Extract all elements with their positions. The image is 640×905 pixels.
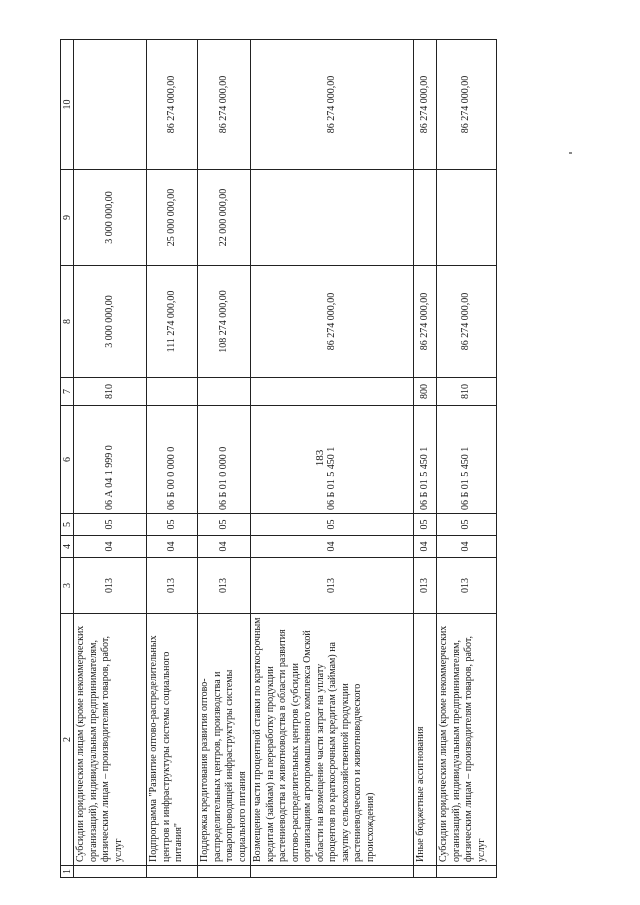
- cell-name: Возмещение части процентной ставки по краткосрочным кредитам (займам) на переработку продукции растениеводства и животноводства в области развития оптово-распределительных центров (субсидии организациям агропромышленного комплекса Омской области на возмещение части затрат на уплату процентов по краткосрочным кредитам (займам) на закупку сельскохозяйственной продукции растениеводческого и животноводческого происхождения): [251, 614, 414, 866]
- cell-name: Поддержка кредитования развития оптово-распределительных центров, производства и товаропроводящей инфраструктуры системы социального питания: [198, 614, 251, 866]
- header-row: [61, 40, 74, 878]
- cell-code-3: 013: [198, 558, 251, 614]
- col-header-6: 6: [61, 406, 74, 514]
- col-header-2: 2: [61, 614, 74, 866]
- budget-table: [60, 39, 497, 878]
- table-row: [147, 40, 198, 878]
- cell-code-4: 04: [74, 536, 147, 558]
- cell-amount-10: 86 274 000,00: [414, 40, 437, 170]
- cell-amount-9: [414, 170, 437, 266]
- cell-amount-10: [74, 40, 147, 170]
- cell-index: [74, 866, 147, 878]
- cell-code-7: 800: [414, 378, 437, 406]
- cell-name: Субсидии юридическим лицам (кроме некоммерческих организаций), индивидуальным предпринимателям, физическим лицам – производителям товаров, работ, услуг: [437, 614, 497, 866]
- cell-code-6: 06 Б 01 5 450 1: [414, 406, 437, 514]
- cell-index: [147, 866, 198, 878]
- table-row: [414, 40, 437, 878]
- cell-code-5: 05: [74, 514, 147, 536]
- cell-code-6: 06 Б 01 5 450 1: [251, 406, 414, 514]
- cell-amount-8: 3 000 000,00: [74, 266, 147, 378]
- cell-code-3: 013: [147, 558, 198, 614]
- cell-code-7: [147, 378, 198, 406]
- cell-amount-10: 86 274 000,00: [437, 40, 497, 170]
- col-header-3: 3: [61, 558, 74, 614]
- cell-code-3: 013: [74, 558, 147, 614]
- cell-index: [414, 866, 437, 878]
- col-header-10: 10: [61, 40, 74, 170]
- cell-code-7: 810: [74, 378, 147, 406]
- cell-code-7: 810: [437, 378, 497, 406]
- col-header-5: 5: [61, 514, 74, 536]
- cell-amount-10: 86 274 000,00: [198, 40, 251, 170]
- cell-code-3: 013: [437, 558, 497, 614]
- cell-amount-10: 86 274 000,00: [147, 40, 198, 170]
- col-header-4: 4: [61, 536, 74, 558]
- cell-index: [437, 866, 497, 878]
- cell-amount-9: 22 000 000,00: [198, 170, 251, 266]
- col-header-7: 7: [61, 378, 74, 406]
- cell-code-5: 05: [437, 514, 497, 536]
- cell-code-3: 013: [251, 558, 414, 614]
- scan-speck: [569, 152, 572, 154]
- cell-code-5: 05: [198, 514, 251, 536]
- cell-code-4: 04: [437, 536, 497, 558]
- col-header-1: 1: [61, 866, 74, 878]
- cell-code-6: 06 А 04 1 999 0: [74, 406, 147, 514]
- cell-amount-9: [437, 170, 497, 266]
- cell-code-3: 013: [414, 558, 437, 614]
- cell-code-6: 06 Б 00 0 000 0: [147, 406, 198, 514]
- cell-index: [251, 866, 414, 878]
- cell-amount-8: 111 274 000,00: [147, 266, 198, 378]
- rotated-table-container: [60, 40, 541, 878]
- cell-code-5: 05: [414, 514, 437, 536]
- cell-amount-9: [251, 170, 414, 266]
- cell-code-4: 04: [251, 536, 414, 558]
- table-row: [198, 40, 251, 878]
- col-header-8: 8: [61, 266, 74, 378]
- cell-amount-8: 108 274 000,00: [198, 266, 251, 378]
- cell-amount-9: 3 000 000,00: [74, 170, 147, 266]
- cell-code-4: 04: [414, 536, 437, 558]
- page-number: 183: [314, 449, 326, 467]
- cell-code-5: 05: [147, 514, 198, 536]
- cell-name: Подпрограмма "Развитие оптово-распределительных центров и инфраструктуры системы социального питания": [147, 614, 198, 866]
- cell-code-7: [251, 378, 414, 406]
- table-row: [437, 40, 497, 878]
- table-row: [251, 40, 414, 878]
- table-row: [74, 40, 147, 878]
- cell-amount-8: 86 274 000,00: [251, 266, 414, 378]
- cell-name: Иные бюджетные ассигнования: [414, 614, 437, 866]
- cell-index: [198, 866, 251, 878]
- cell-code-5: 05: [251, 514, 414, 536]
- cell-amount-8: 86 274 000,00: [414, 266, 437, 378]
- cell-code-6: 06 Б 01 0 000 0: [198, 406, 251, 514]
- cell-code-4: 04: [198, 536, 251, 558]
- cell-code-6: 06 Б 01 5 450 1: [437, 406, 497, 514]
- col-header-9: 9: [61, 170, 74, 266]
- cell-amount-9: 25 000 000,00: [147, 170, 198, 266]
- cell-code-4: 04: [147, 536, 198, 558]
- cell-code-7: [198, 378, 251, 406]
- cell-amount-8: 86 274 000,00: [437, 266, 497, 378]
- cell-amount-10: 86 274 000,00: [251, 40, 414, 170]
- cell-name: Субсидии юридическим лицам (кроме некоммерческих организаций), индивидуальным предпринимателям, физическим лицам – производителям товаров, работ, услуг: [74, 614, 147, 866]
